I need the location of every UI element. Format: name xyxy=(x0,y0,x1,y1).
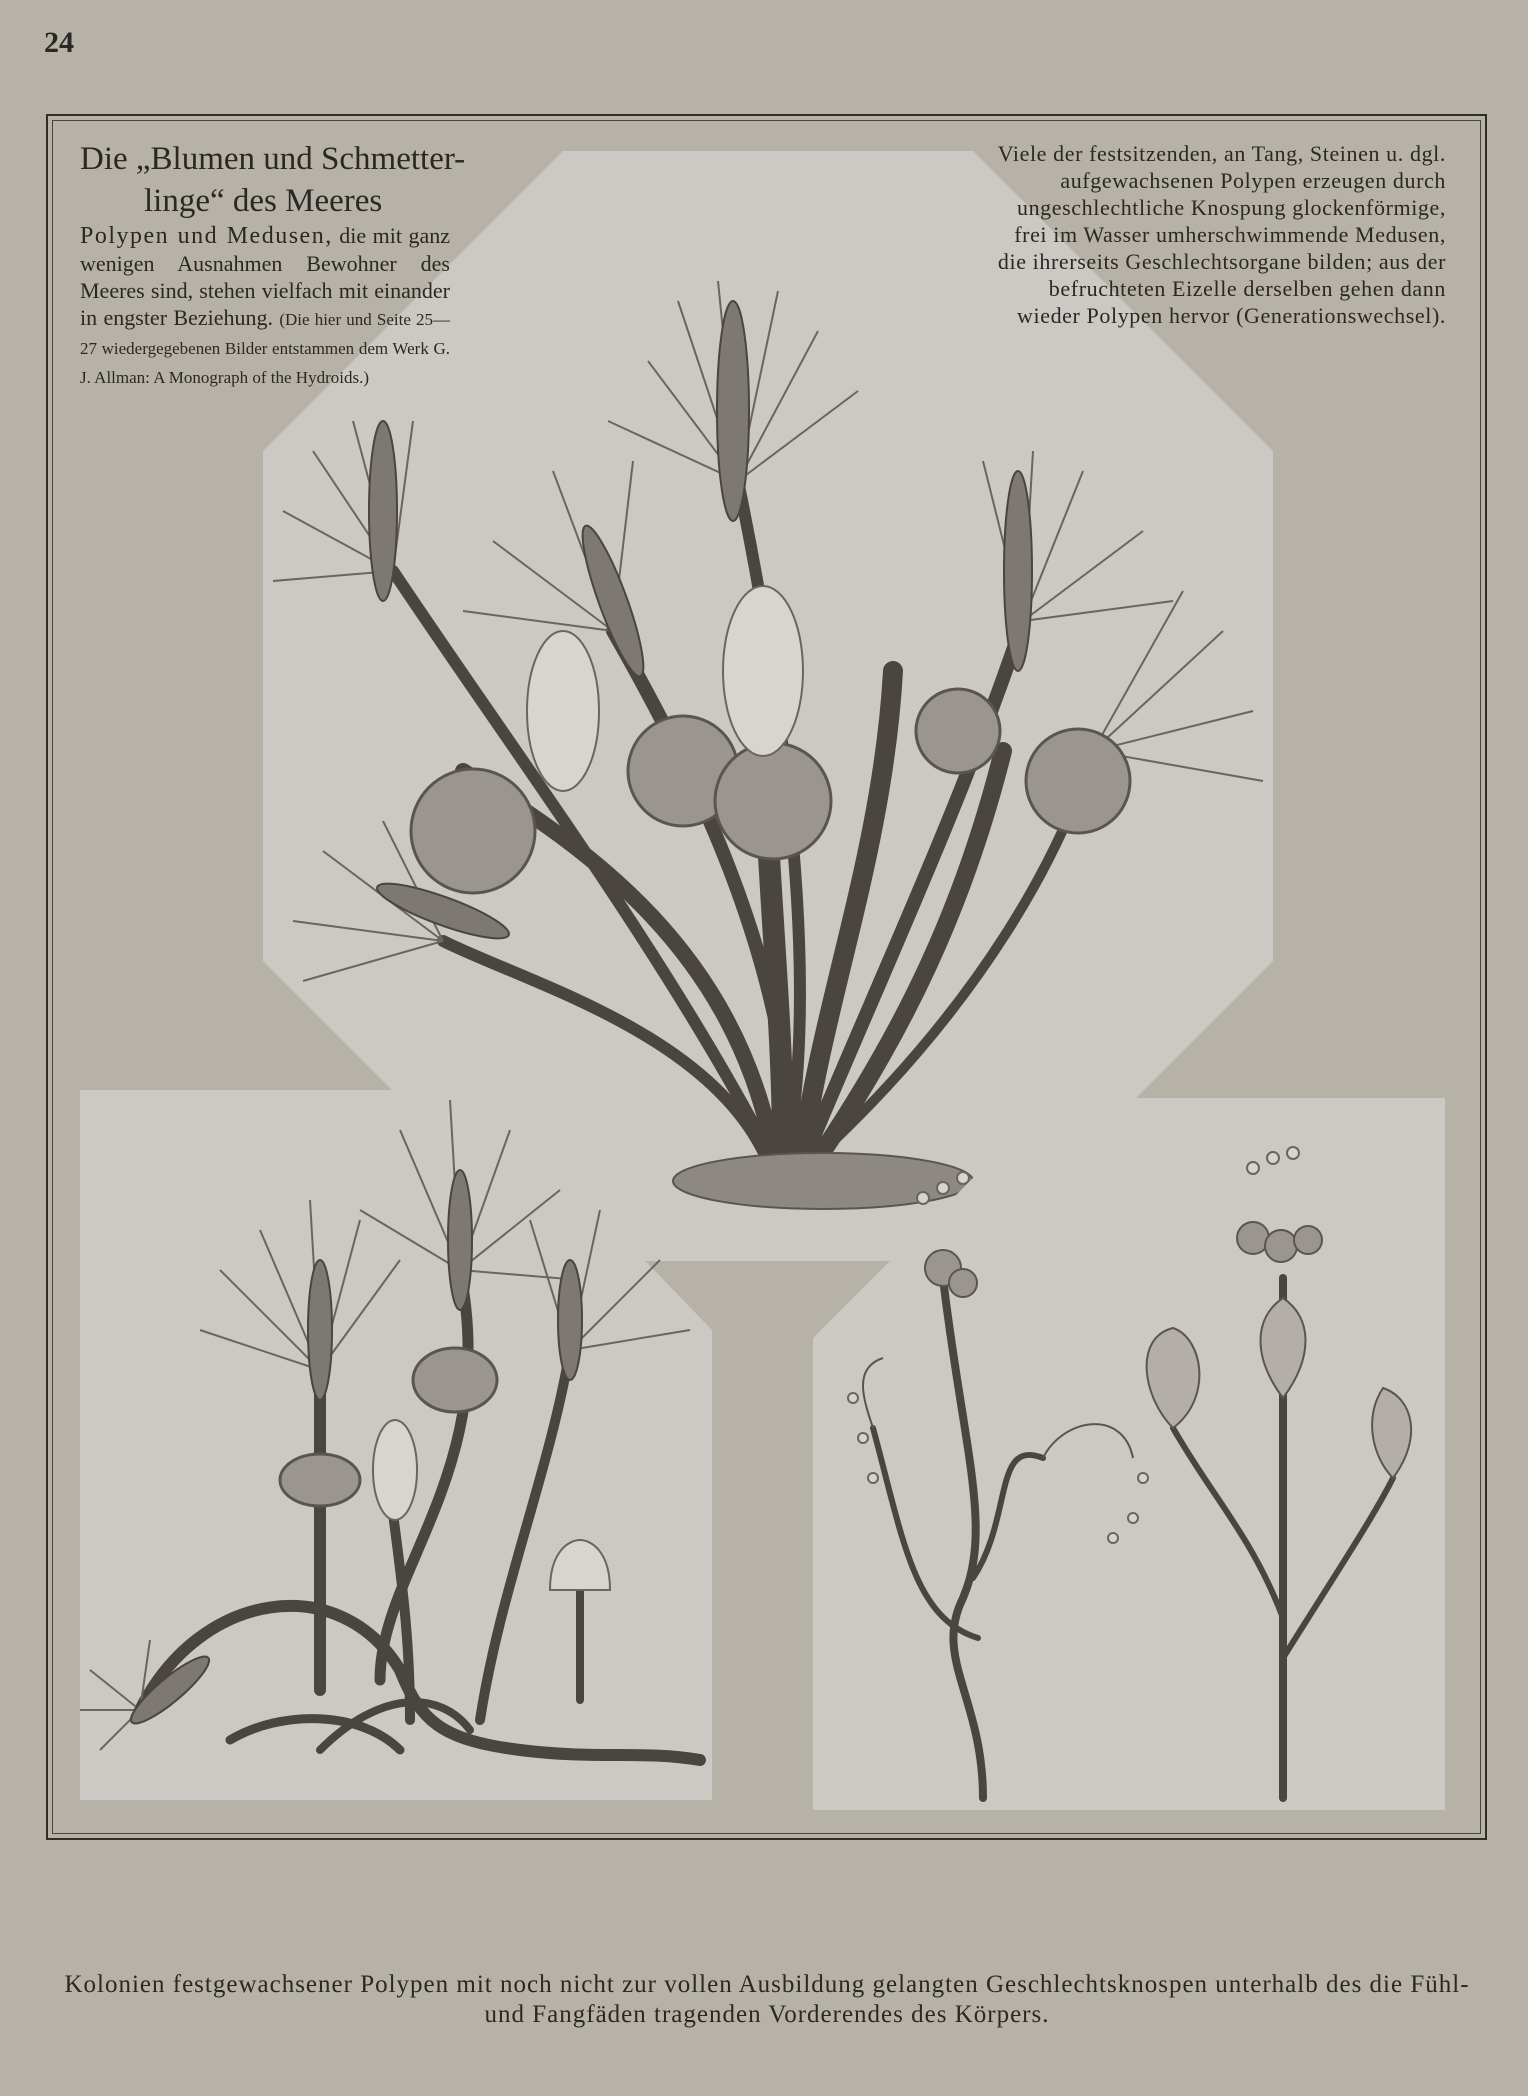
left-paragraph-note: (Die hier und Seite 25—27 wiedergegebenen Bilder entstammen dem Werk G. J. Allman: A Monograph of the Hydroids.) xyxy=(80,310,450,387)
left-paragraph xyxy=(80,222,450,391)
heading-line-1: Die „Blumen und Schmetter- xyxy=(80,141,466,177)
left-paragraph-lead: Polypen und Medusen, xyxy=(80,223,333,249)
article-heading xyxy=(80,138,550,222)
right-paragraph: Viele der festsitzenden, an Tang, Steinen u. dgl. aufgewachsenen Polypen erzeugen durch ungeschlechtliche Knospung glockenförmige, frei im Wasser umherschwimmende Medusen, die ihrerseits Geschlechtsorgane bilden; aus der befruchteten Eizelle derselben gehen dann wieder Polypen hervor (Generationswechsel). xyxy=(997,141,1446,328)
left-paragraph-body: die mit ganz wenigen Ausnahmen Bewohner des Meeres sind, stehen vielfach mit einander in engster Beziehung. xyxy=(80,223,451,330)
heading-line-2: linge“ des Meeres xyxy=(144,183,383,219)
lower-left-illustration xyxy=(80,1090,712,1800)
page-number: 24 xyxy=(44,26,74,59)
figure-caption: Kolonien festgewachsener Polypen mit noch nicht zur vollen Ausbildung gelangten Geschlechtsknospen unterhalb des die Fühl- und Fangfäden tragenden Vorderendes des Körpers. xyxy=(64,1971,1470,2028)
polyp-colony-left-drawing xyxy=(80,1090,712,1800)
polyp-colony-right-drawing xyxy=(813,1098,1445,1810)
lower-right-illustration xyxy=(813,1098,1445,1810)
